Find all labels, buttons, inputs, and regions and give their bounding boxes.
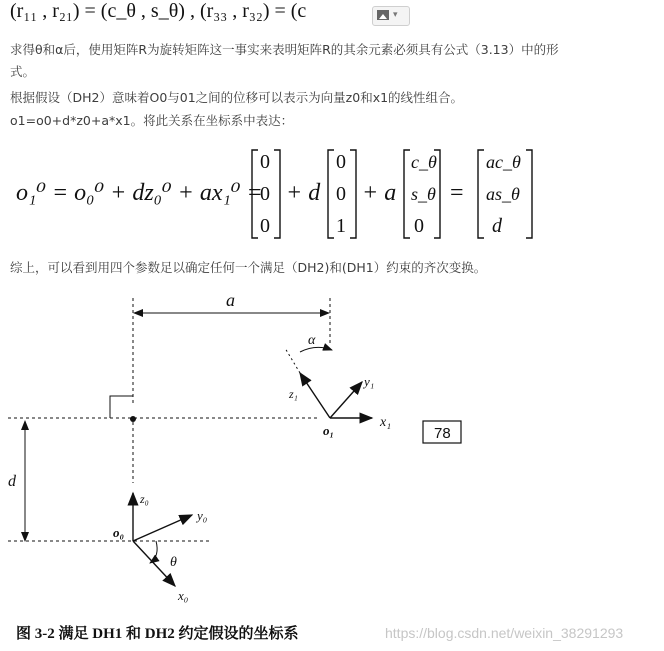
vec1-row1: 0 bbox=[260, 151, 270, 173]
y0-axis bbox=[133, 515, 192, 541]
label-a: a bbox=[226, 290, 235, 310]
vec2-row3: 1 bbox=[336, 215, 346, 237]
paragraph-line-5: 综上，可以看到用四个参数足以确定任何一个满足（DH2)和(DH1）约束的齐次变换。 bbox=[10, 260, 487, 275]
label-z0: z₀ bbox=[140, 492, 149, 506]
z1-axis bbox=[300, 373, 330, 418]
y1-axis bbox=[330, 382, 362, 418]
vector-3 bbox=[404, 150, 440, 238]
label-theta: θ bbox=[170, 555, 177, 570]
image-placeholder-icon[interactable]: ▾ bbox=[372, 6, 410, 26]
equation-plus-a: + a bbox=[362, 180, 397, 206]
point-on-axis bbox=[130, 416, 136, 422]
right-angle-marker bbox=[110, 396, 133, 418]
vec4-row1: ac_θ bbox=[486, 152, 521, 172]
label-z1: z₁ bbox=[289, 387, 298, 401]
paragraph-line-4: o1=o0+d*z0+a*x1。将此关系在坐标系中表达： bbox=[10, 113, 294, 128]
vec3-row2: s_θ bbox=[411, 184, 436, 204]
vec1-row3: 0 bbox=[260, 215, 270, 237]
x0-axis bbox=[133, 541, 175, 586]
vec4-row3: d bbox=[492, 215, 502, 237]
vector-4 bbox=[478, 150, 532, 238]
position-equation bbox=[16, 148, 636, 240]
vec3-row3: 0 bbox=[414, 215, 424, 237]
label-y0: y₀ bbox=[197, 508, 208, 523]
paragraph-line-1: 求得θ和α后，使用矩阵R为旋转矩阵这一事实来表明矩阵R的其余元素必须具有公式（3.13）中的形 bbox=[10, 42, 559, 57]
equation-lhs: o₁⁰ = o₀⁰ + dz₀⁰ + ax₁⁰ = bbox=[16, 180, 263, 206]
vec4-row2: as_θ bbox=[486, 184, 520, 204]
vec1-row2: 0 bbox=[260, 183, 270, 205]
paragraph-line-3: 根据假设（DH2）意味着O0与01之间的位移可以表示为向量z0和x1的线性组合。 bbox=[10, 90, 464, 105]
equation-plus-d: + d bbox=[286, 180, 321, 206]
vec2-row1: 0 bbox=[336, 151, 346, 173]
dh-coordinate-figure bbox=[0, 288, 664, 651]
watermark-text: https://blog.csdn.net/weixin_38291293 bbox=[385, 625, 624, 641]
vec2-row2: 0 bbox=[336, 183, 346, 205]
equation-equals: = bbox=[450, 180, 464, 206]
label-y1: y₁ bbox=[364, 374, 375, 389]
header-math: (r₁₁ , r₂₁) = (c_θ , s_θ) , (r₃₃ , r₃₂) = (c bbox=[10, 0, 307, 22]
vec3-row1: c_θ bbox=[411, 152, 437, 172]
label-x0: x₀ bbox=[178, 588, 189, 603]
label-o1: o₁ bbox=[323, 423, 335, 438]
label-d: d bbox=[8, 473, 16, 490]
paragraph-line-2: 式。 bbox=[10, 64, 36, 79]
figure-caption: 图 3-2 满足 DH1 和 DH2 约定假设的坐标系 bbox=[16, 626, 299, 642]
z1-extension bbox=[285, 348, 300, 373]
label-o0: o₀ bbox=[113, 525, 125, 540]
label-alpha: α bbox=[308, 333, 316, 348]
page-box-number: 78 bbox=[434, 425, 451, 442]
vector-2 bbox=[328, 150, 356, 238]
alpha-arc bbox=[300, 347, 332, 352]
label-x1: x₁ bbox=[380, 415, 392, 430]
